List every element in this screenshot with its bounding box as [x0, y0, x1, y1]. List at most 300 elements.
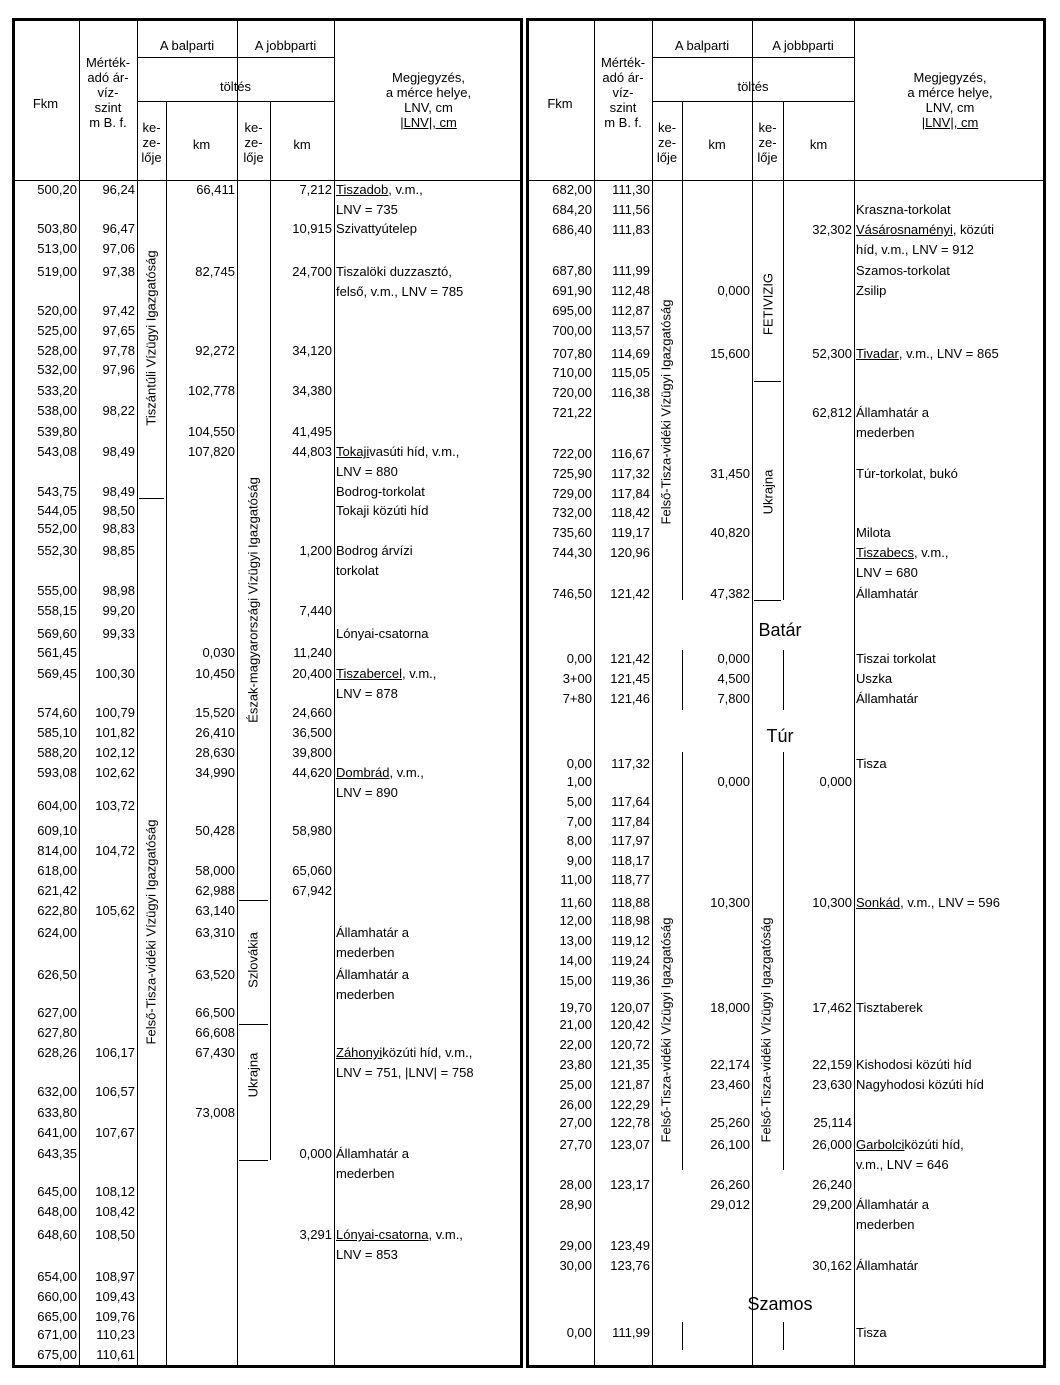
left-row-note-gauge: Tiszadob — [336, 182, 389, 197]
right-tisza-row-note-text: Kraszna-torkolat — [856, 202, 951, 217]
right-tisza-row-fkm: 720,00 — [552, 385, 592, 400]
left-agency-tiszantuli: Tiszántúli Vízügyi Igazgatóság — [143, 250, 159, 426]
right-tisza-row-fkm: 691,90 — [552, 283, 592, 298]
right-tisza-row-note-text: , v.m., — [914, 545, 949, 560]
right-tur-row-water-level: 121,35 — [610, 1057, 650, 1072]
left-col-fkm — [79, 18, 80, 1368]
left-row-fkm: 500,20 — [37, 182, 77, 197]
left-row-right-km: 67,942 — [292, 883, 332, 898]
left-row-fkm: 513,00 — [37, 241, 77, 256]
left-fkm-header-line: Fkm — [32, 96, 59, 111]
right-tisza-row-water-level: 113,57 — [611, 323, 650, 338]
left-row-right-km: 24,700 — [292, 264, 332, 279]
right-batar-col-3 — [783, 650, 784, 710]
left-row-water-level: 109,76 — [95, 1309, 135, 1324]
right-agency-felso-tisza-3: Felső-Tisza-vidéki Vízügyi Igazgatóság — [758, 917, 774, 1143]
right-tur-row-note-text: Tisza — [856, 756, 887, 771]
left-row-water-level: 108,12 — [95, 1184, 135, 1199]
right-tisza-row-water-level: 111,99 — [612, 263, 650, 278]
right-bank-rule — [652, 57, 854, 58]
right-operator-header-left-line: ke- — [657, 120, 677, 135]
right-tisza-row-fkm: 684,20 — [552, 202, 592, 217]
left-row-water-level: 106,17 — [95, 1045, 135, 1060]
right-tisza-row-water-level: 119,17 — [611, 525, 650, 540]
left-row-water-level: 98,50 — [102, 503, 135, 518]
right-batar-row-fkm: 7+80 — [562, 691, 592, 706]
left-row-fkm: 552,30 — [37, 543, 77, 558]
right-tur-row-note-text: , v.m., LNV = 596 — [900, 895, 1000, 910]
right-tisza-row-note-gauge: Vásárosnaményi — [856, 222, 953, 237]
right-tur-row-fkm: 15,00 — [559, 973, 592, 988]
left-row-fkm: 627,00 — [37, 1005, 77, 1020]
right-tur-row-fkm: 26,00 — [559, 1097, 592, 1112]
right-tur-row-right-km: 23,630 — [812, 1077, 852, 1092]
left-row-left-km: 62,988 — [195, 883, 235, 898]
left-row-note-text: Bodrog-torkolat — [336, 484, 425, 499]
left-row-note-text: Államhatár a — [336, 1146, 409, 1161]
left-row-water-level: 110,23 — [96, 1327, 135, 1342]
left-col-bkm — [237, 18, 238, 1368]
left-row-fkm: 593,08 — [37, 765, 77, 780]
left-row-left-km: 104,550 — [188, 424, 235, 439]
left-row-fkm: 543,08 — [37, 444, 77, 459]
right-tur-row-water-level: 119,12 — [611, 933, 650, 948]
right-tur-row-fkm: 19,70 — [559, 1000, 592, 1015]
left-row-water-level: 102,12 — [95, 745, 135, 760]
right-operator-header-left — [653, 120, 681, 165]
left-row-note-text: LNV = 853 — [336, 1247, 398, 1262]
left-row-fkm: 621,42 — [37, 883, 77, 898]
left-row-note-text: mederben — [336, 987, 395, 1002]
left-row-fkm: 543,75 — [37, 484, 77, 499]
left-row-note-text: Tiszalöki duzzasztó, — [336, 264, 452, 279]
left-row-note-text: Lónyai-csatorna — [336, 626, 429, 641]
left-row-left-km: 82,745 — [195, 264, 235, 279]
left-row-water-level: 97,38 — [102, 264, 135, 279]
left-row-right-km: 44,620 — [292, 765, 332, 780]
left-agency-eszak: Észak-magyarországi Vízügyi Igazgatóság — [245, 477, 261, 723]
right-tur-row-water-level: 118,98 — [611, 913, 650, 928]
right-tur-row-right-km: 0,000 — [819, 774, 852, 789]
right-tisza-row-fkm: 687,80 — [552, 263, 592, 278]
right-tur-row-right-km: 25,114 — [813, 1115, 852, 1130]
right-batar-col-2 — [752, 650, 753, 710]
right-tisza-row-water-level: 116,38 — [611, 385, 650, 400]
right-tur-row-water-level: 117,64 — [611, 794, 650, 809]
right-tur-row-fkm: 12,00 — [559, 913, 592, 928]
right-tisza-row-left-km: 15,600 — [710, 346, 750, 361]
left-row-water-level: 103,72 — [95, 798, 135, 813]
left-row-left-km: 102,778 — [188, 383, 235, 398]
right-tur-row-right-km: 30,162 — [812, 1258, 852, 1273]
left-row-right-km: 34,380 — [292, 383, 332, 398]
section-title-szamos: Szamos — [747, 1294, 813, 1314]
left-operator-header-right-line: lője — [243, 150, 264, 165]
right-tur-row-fkm: 8,00 — [566, 833, 592, 848]
right-tisza-row-fkm: 721,22 — [552, 405, 592, 420]
right-tur-row-water-level: 120,72 — [610, 1037, 650, 1052]
right-left-bank-header: A balparti — [674, 38, 730, 53]
right-tur-row-water-level: 118,77 — [611, 872, 650, 887]
left-row-fkm: 533,20 — [37, 383, 77, 398]
right-tur-col-0 — [682, 752, 683, 1170]
left-row-note-text: , v.m., — [388, 182, 423, 197]
left-row-fkm: 648,60 — [37, 1227, 77, 1242]
right-tur-row-fkm: 9,00 — [566, 853, 592, 868]
right-agency-sep — [754, 381, 781, 382]
right-tur-row-fkm: 7,00 — [566, 814, 592, 829]
right-szamos-col-1 — [752, 1322, 753, 1350]
right-tisza-row-fkm: 686,40 — [552, 222, 592, 237]
right-tur-row-fkm: 21,00 — [559, 1017, 592, 1032]
left-row-note-text: mederben — [336, 945, 395, 960]
right-tur-row-fkm: 1,00 — [566, 774, 592, 789]
left-remarks-header-line: Megjegyzés, — [392, 70, 465, 85]
right-tur-row-left-km: 18,000 — [710, 1000, 750, 1015]
left-row-fkm: 525,00 — [37, 323, 77, 338]
right-operator-header-left-line: ze- — [657, 135, 677, 150]
left-row-left-km: 66,411 — [196, 182, 235, 197]
left-row-left-km: 26,410 — [195, 725, 235, 740]
left-row-fkm: 555,00 — [37, 583, 77, 598]
right-batar-row-note-text: Tiszai torkolat — [856, 651, 936, 666]
left-level-header-line: víz- — [97, 85, 119, 100]
right-tur-row-fkm: 28,90 — [559, 1197, 592, 1212]
right-tisza-row-right-km: 52,300 — [812, 346, 852, 361]
left-row-fkm: 519,00 — [37, 264, 77, 279]
left-remarks-header-line: |LNV|, cm — [400, 115, 457, 130]
right-tisza-row-note-text: Szamos-torkolat — [856, 263, 950, 278]
right-level-header-line: szint — [609, 100, 637, 115]
left-row-fkm: 626,50 — [37, 967, 77, 982]
right-tur-row-water-level: 118,17 — [611, 853, 650, 868]
right-batar-row-note-text: Államhatár — [856, 691, 919, 706]
right-tur-row-right-km: 26,000 — [812, 1137, 852, 1152]
left-row-fkm: 532,00 — [37, 362, 77, 377]
left-row-left-km: 63,520 — [195, 967, 235, 982]
right-tisza-row-left-km: 47,382 — [710, 586, 750, 601]
right-tur-row-note-text: közúti híd, — [904, 1137, 964, 1152]
right-szamos-col-2 — [783, 1322, 784, 1350]
left-row-note-text: , v.m., — [389, 765, 424, 780]
left-row-water-level: 106,57 — [95, 1084, 135, 1099]
right-tur-row-water-level: 121,87 — [610, 1077, 650, 1092]
right-remarks-header-line: a mérce helye, — [907, 85, 993, 100]
right-tisza-row-fkm: 700,00 — [552, 323, 592, 338]
left-operator-header-left-line: ke- — [142, 120, 161, 135]
right-operator-header-right-line: lője — [757, 150, 778, 165]
left-row-fkm: 633,80 — [37, 1105, 77, 1120]
right-tisza-row-water-level: 117,32 — [611, 466, 650, 481]
left-row-water-level: 99,20 — [102, 603, 135, 618]
right-right-bank-header: A jobbparti — [772, 38, 834, 53]
left-row-left-km: 28,630 — [195, 745, 235, 760]
right-km-header-right: km — [809, 137, 828, 152]
section-title-tur: Túr — [766, 726, 794, 746]
left-row-right-km: 44,803 — [292, 444, 332, 459]
right-batar-row-left-km: 4,500 — [717, 671, 750, 686]
left-col-jkm — [334, 18, 335, 1368]
right-tisza-row-fkm: 729,00 — [552, 486, 592, 501]
right-tur-row-water-level: 123,17 — [610, 1177, 650, 1192]
left-row-water-level: 107,67 — [95, 1125, 135, 1140]
right-tur-row-fkm: 29,00 — [559, 1238, 592, 1253]
left-row-water-level: 101,82 — [95, 725, 135, 740]
left-row-water-level: 98,49 — [102, 444, 135, 459]
right-tur-row-right-km: 17,462 — [812, 1000, 852, 1015]
left-row-right-km: 0,000 — [299, 1146, 332, 1161]
left-row-note-text: LNV = 880 — [336, 464, 398, 479]
right-tur-row-water-level: 122,78 — [610, 1115, 650, 1130]
left-row-note-gauge: Dombrád — [336, 765, 390, 780]
left-row-water-level: 97,42 — [102, 303, 135, 318]
right-tur-row-note-gauge: Garbolci — [856, 1137, 905, 1152]
right-tisza-row-note-text: , v.m., LNV = 865 — [898, 346, 999, 361]
right-tur-row-fkm: 13,00 — [559, 933, 592, 948]
right-agency-felso-tisza-1: Felső-Tisza-vidéki Vízügyi Igazgatóság — [658, 299, 674, 525]
left-row-note-gauge: Záhonyi — [336, 1045, 383, 1060]
right-tisza-row-fkm: 722,00 — [552, 446, 592, 461]
left-row-left-km: 67,430 — [195, 1045, 235, 1060]
left-bank-rule — [137, 57, 334, 58]
left-row-left-km: 10,450 — [195, 666, 235, 681]
left-row-note-text: LNV = 751, |LNV| = 758 — [336, 1065, 474, 1080]
right-tur-col-2 — [783, 752, 784, 1170]
left-panel — [12, 18, 523, 1368]
left-row-water-level: 102,62 — [95, 765, 135, 780]
left-row-water-level: 98,83 — [102, 521, 135, 536]
right-col-bkez — [682, 101, 683, 600]
left-col-level — [137, 18, 138, 1368]
right-tisza-row-note-text: Zsilip — [856, 283, 887, 298]
right-tur-row-water-level: 120,42 — [610, 1017, 650, 1032]
left-row-left-km: 58,000 — [195, 863, 235, 878]
left-agency-sep-2 — [239, 900, 268, 901]
left-row-water-level: 97,78 — [102, 343, 135, 358]
right-tisza-row-left-km: 0,000 — [717, 283, 750, 298]
left-row-note-text: torkolat — [336, 563, 379, 578]
left-agency-sep-3 — [239, 1024, 268, 1025]
right-col-jkm — [854, 18, 855, 1368]
left-row-left-km: 0,030 — [202, 645, 235, 660]
left-level-header-line: szint — [94, 100, 122, 115]
right-tisza-row-water-level: 111,56 — [612, 202, 650, 217]
right-batar-col-0 — [652, 660, 653, 708]
right-level-header-line: víz- — [612, 85, 634, 100]
left-row-right-km: 65,060 — [292, 863, 332, 878]
left-row-note-gauge: Lónyai-csatorna — [336, 1227, 429, 1242]
right-tur-row-water-level: 119,36 — [611, 973, 650, 988]
right-tisza-row-note-text: , közúti — [952, 222, 995, 237]
right-tur-row-fkm: 27,70 — [559, 1137, 592, 1152]
left-row-left-km: 73,008 — [195, 1105, 235, 1120]
left-header-rule — [12, 180, 523, 181]
right-tisza-row-water-level: 115,05 — [611, 365, 650, 380]
right-tur-row-water-level: 120,07 — [610, 1000, 650, 1015]
left-operator-header-right-line: ze- — [244, 135, 263, 150]
left-row-left-km: 92,272 — [195, 343, 235, 358]
left-row-fkm: 520,00 — [37, 303, 77, 318]
left-row-fkm: 544,05 — [37, 503, 77, 518]
right-tisza-row-water-level: 114,69 — [611, 346, 650, 361]
right-tisza-row-note-text: mederben — [856, 425, 915, 440]
left-row-water-level: 110,61 — [96, 1347, 135, 1362]
right-tisza-row-note-text: Államhatár — [856, 586, 919, 601]
right-tur-row-water-level: 117,32 — [611, 756, 650, 771]
right-tisza-row-water-level: 120,96 — [610, 545, 650, 560]
left-row-right-km: 34,120 — [292, 343, 332, 358]
left-row-right-km: 24,660 — [292, 705, 332, 720]
left-row-fkm: 574,60 — [37, 705, 77, 720]
left-row-fkm: 618,00 — [37, 863, 77, 878]
left-row-water-level: 100,30 — [95, 666, 135, 681]
left-row-left-km: 63,140 — [195, 903, 235, 918]
right-fkm-header-line: Fkm — [547, 96, 573, 111]
right-operator-header-right — [754, 120, 782, 165]
right-tur-row-note-text: Nagyhodosi közúti híd — [856, 1077, 984, 1092]
right-tur-row-water-level: 123,07 — [610, 1137, 650, 1152]
left-row-note-text: mederben — [336, 1166, 395, 1181]
right-tisza-row-note-gauge: Tiszabecs — [856, 545, 915, 560]
left-agency-sep-1 — [139, 498, 164, 499]
right-tur-row-note-gauge: Sonkád — [856, 895, 901, 910]
left-row-fkm: 632,00 — [37, 1084, 77, 1099]
left-row-note-text: Tokaji közúti híd — [336, 503, 429, 518]
left-row-water-level: 108,42 — [95, 1204, 135, 1219]
right-tisza-row-water-level: 111,30 — [612, 182, 650, 197]
right-szamos-row-fkm: 0,00 — [566, 1325, 592, 1340]
left-row-water-level: 108,50 — [95, 1227, 135, 1242]
left-levee-header: töltés — [219, 79, 252, 94]
left-row-fkm: 539,80 — [37, 424, 77, 439]
right-tur-row-left-km: 10,300 — [710, 895, 750, 910]
right-tur-row-left-km: 29,012 — [710, 1197, 750, 1212]
left-row-fkm: 609,10 — [37, 823, 77, 838]
left-row-left-km: 107,820 — [188, 444, 235, 459]
right-tisza-row-fkm: 710,00 — [552, 365, 592, 380]
left-row-fkm: 643,35 — [37, 1146, 77, 1161]
left-row-note-text: vasúti híd, v.m., — [369, 444, 460, 459]
right-fkm-header — [530, 96, 590, 111]
left-row-fkm: 588,20 — [37, 745, 77, 760]
left-row-left-km: 50,428 — [195, 823, 235, 838]
left-row-fkm: 648,00 — [37, 1204, 77, 1219]
right-tisza-row-fkm: 725,90 — [552, 466, 592, 481]
right-tisza-row-water-level: 116,67 — [611, 446, 650, 461]
right-tur-row-water-level: 117,97 — [611, 833, 650, 848]
right-tisza-row-note-gauge: Tivadar — [856, 346, 899, 361]
right-tur-row-fkm: 23,80 — [559, 1057, 592, 1072]
left-row-note-gauge: Tiszabercel — [336, 666, 402, 681]
left-row-fkm: 641,00 — [37, 1125, 77, 1140]
left-row-water-level: 98,49 — [102, 484, 135, 499]
left-row-note-text: Államhatár a — [336, 967, 409, 982]
right-tur-row-note-text: mederben — [856, 1217, 915, 1232]
left-agency-sep-4 — [239, 1160, 268, 1161]
right-tur-row-note-text: Államhatár a — [856, 1197, 929, 1212]
right-tisza-row-water-level: 112,48 — [611, 283, 650, 298]
left-left-bank-header: A balparti — [159, 38, 215, 53]
left-row-right-km: 36,500 — [292, 725, 332, 740]
right-remarks-header-line: LNV, cm — [925, 100, 975, 115]
left-row-fkm: 604,00 — [37, 798, 77, 813]
right-tisza-row-fkm: 735,60 — [552, 525, 592, 540]
right-tur-row-fkm: 28,00 — [559, 1177, 592, 1192]
left-row-fkm: 538,00 — [37, 403, 77, 418]
left-row-water-level: 96,24 — [102, 182, 135, 197]
section-title-batar: Batár — [758, 620, 802, 640]
left-row-right-km: 11,240 — [293, 645, 332, 660]
left-row-right-km: 1,200 — [299, 543, 332, 558]
right-tisza-row-water-level: 118,42 — [611, 505, 650, 520]
right-batar-col-1 — [682, 650, 683, 710]
left-row-water-level: 109,43 — [95, 1289, 135, 1304]
right-tisza-row-left-km: 31,450 — [710, 466, 750, 481]
left-row-water-level: 105,62 — [95, 903, 135, 918]
left-row-note-text: Szivattyútelep — [336, 221, 417, 236]
right-szamos-row-water-level: 111,99 — [612, 1325, 650, 1340]
left-row-right-km: 10,915 — [292, 221, 332, 236]
left-row-right-km: 20,400 — [292, 666, 332, 681]
left-row-left-km: 34,990 — [195, 765, 235, 780]
right-batar-row-fkm: 3+00 — [562, 671, 592, 686]
left-km-header-left: km — [192, 137, 211, 152]
left-row-fkm: 561,45 — [37, 645, 77, 660]
left-col-bkez — [166, 101, 167, 1368]
right-header-rule — [526, 180, 1046, 181]
right-remarks-header — [860, 70, 1040, 130]
left-row-fkm: 558,15 — [37, 603, 77, 618]
left-row-right-km: 41,495 — [292, 424, 332, 439]
left-row-left-km: 66,608 — [195, 1025, 235, 1040]
right-tur-row-water-level: 123,49 — [610, 1238, 650, 1253]
right-tur-row-left-km: 25,260 — [710, 1115, 750, 1130]
right-tur-row-note-text: Kishodosi közúti híd — [856, 1057, 972, 1072]
left-row-fkm: 503,80 — [37, 221, 77, 236]
right-tur-row-right-km: 26,240 — [812, 1177, 852, 1192]
left-operator-header-left — [138, 120, 166, 165]
right-tur-row-left-km: 0,000 — [717, 774, 750, 789]
left-row-water-level: 98,98 — [102, 583, 135, 598]
right-tur-row-fkm: 5,00 — [566, 794, 592, 809]
left-row-right-km: 39,800 — [292, 745, 332, 760]
right-level-header-line: m B. f. — [604, 115, 642, 130]
right-batar-row-water-level: 121,42 — [610, 651, 650, 666]
right-panel — [526, 18, 1046, 1368]
right-tur-col-1 — [752, 752, 753, 1170]
right-batar-row-fkm: 0,00 — [566, 651, 592, 666]
left-row-right-km: 58,980 — [292, 823, 332, 838]
left-row-left-km: 15,520 — [195, 705, 235, 720]
left-operator-header-right — [240, 120, 268, 165]
right-agency-felso-tisza-2: Felső-Tisza-vidéki Vízügyi Igazgatóság — [658, 917, 674, 1143]
right-tur-row-water-level: 119,24 — [611, 953, 650, 968]
right-operator-header-right-line: ke- — [758, 120, 777, 135]
left-row-fkm: 552,00 — [37, 521, 77, 536]
left-row-note-text: , v.m., — [401, 666, 437, 681]
right-tisza-row-fkm: 744,30 — [552, 545, 592, 560]
right-tur-row-left-km: 22,174 — [710, 1057, 750, 1072]
right-tur-row-note-text: Államhatár — [856, 1258, 919, 1273]
left-row-water-level: 100,79 — [95, 705, 135, 720]
left-row-water-level: 97,06 — [102, 241, 135, 256]
left-operator-header-left-line: lője — [141, 150, 162, 165]
left-row-fkm: 660,00 — [37, 1289, 77, 1304]
right-remarks-header-line: Megjegyzés, — [913, 70, 987, 85]
left-row-note-text: LNV = 735 — [336, 202, 398, 217]
left-row-left-km: 66,500 — [195, 1005, 235, 1020]
right-tur-row-fkm: 30,00 — [559, 1258, 592, 1273]
